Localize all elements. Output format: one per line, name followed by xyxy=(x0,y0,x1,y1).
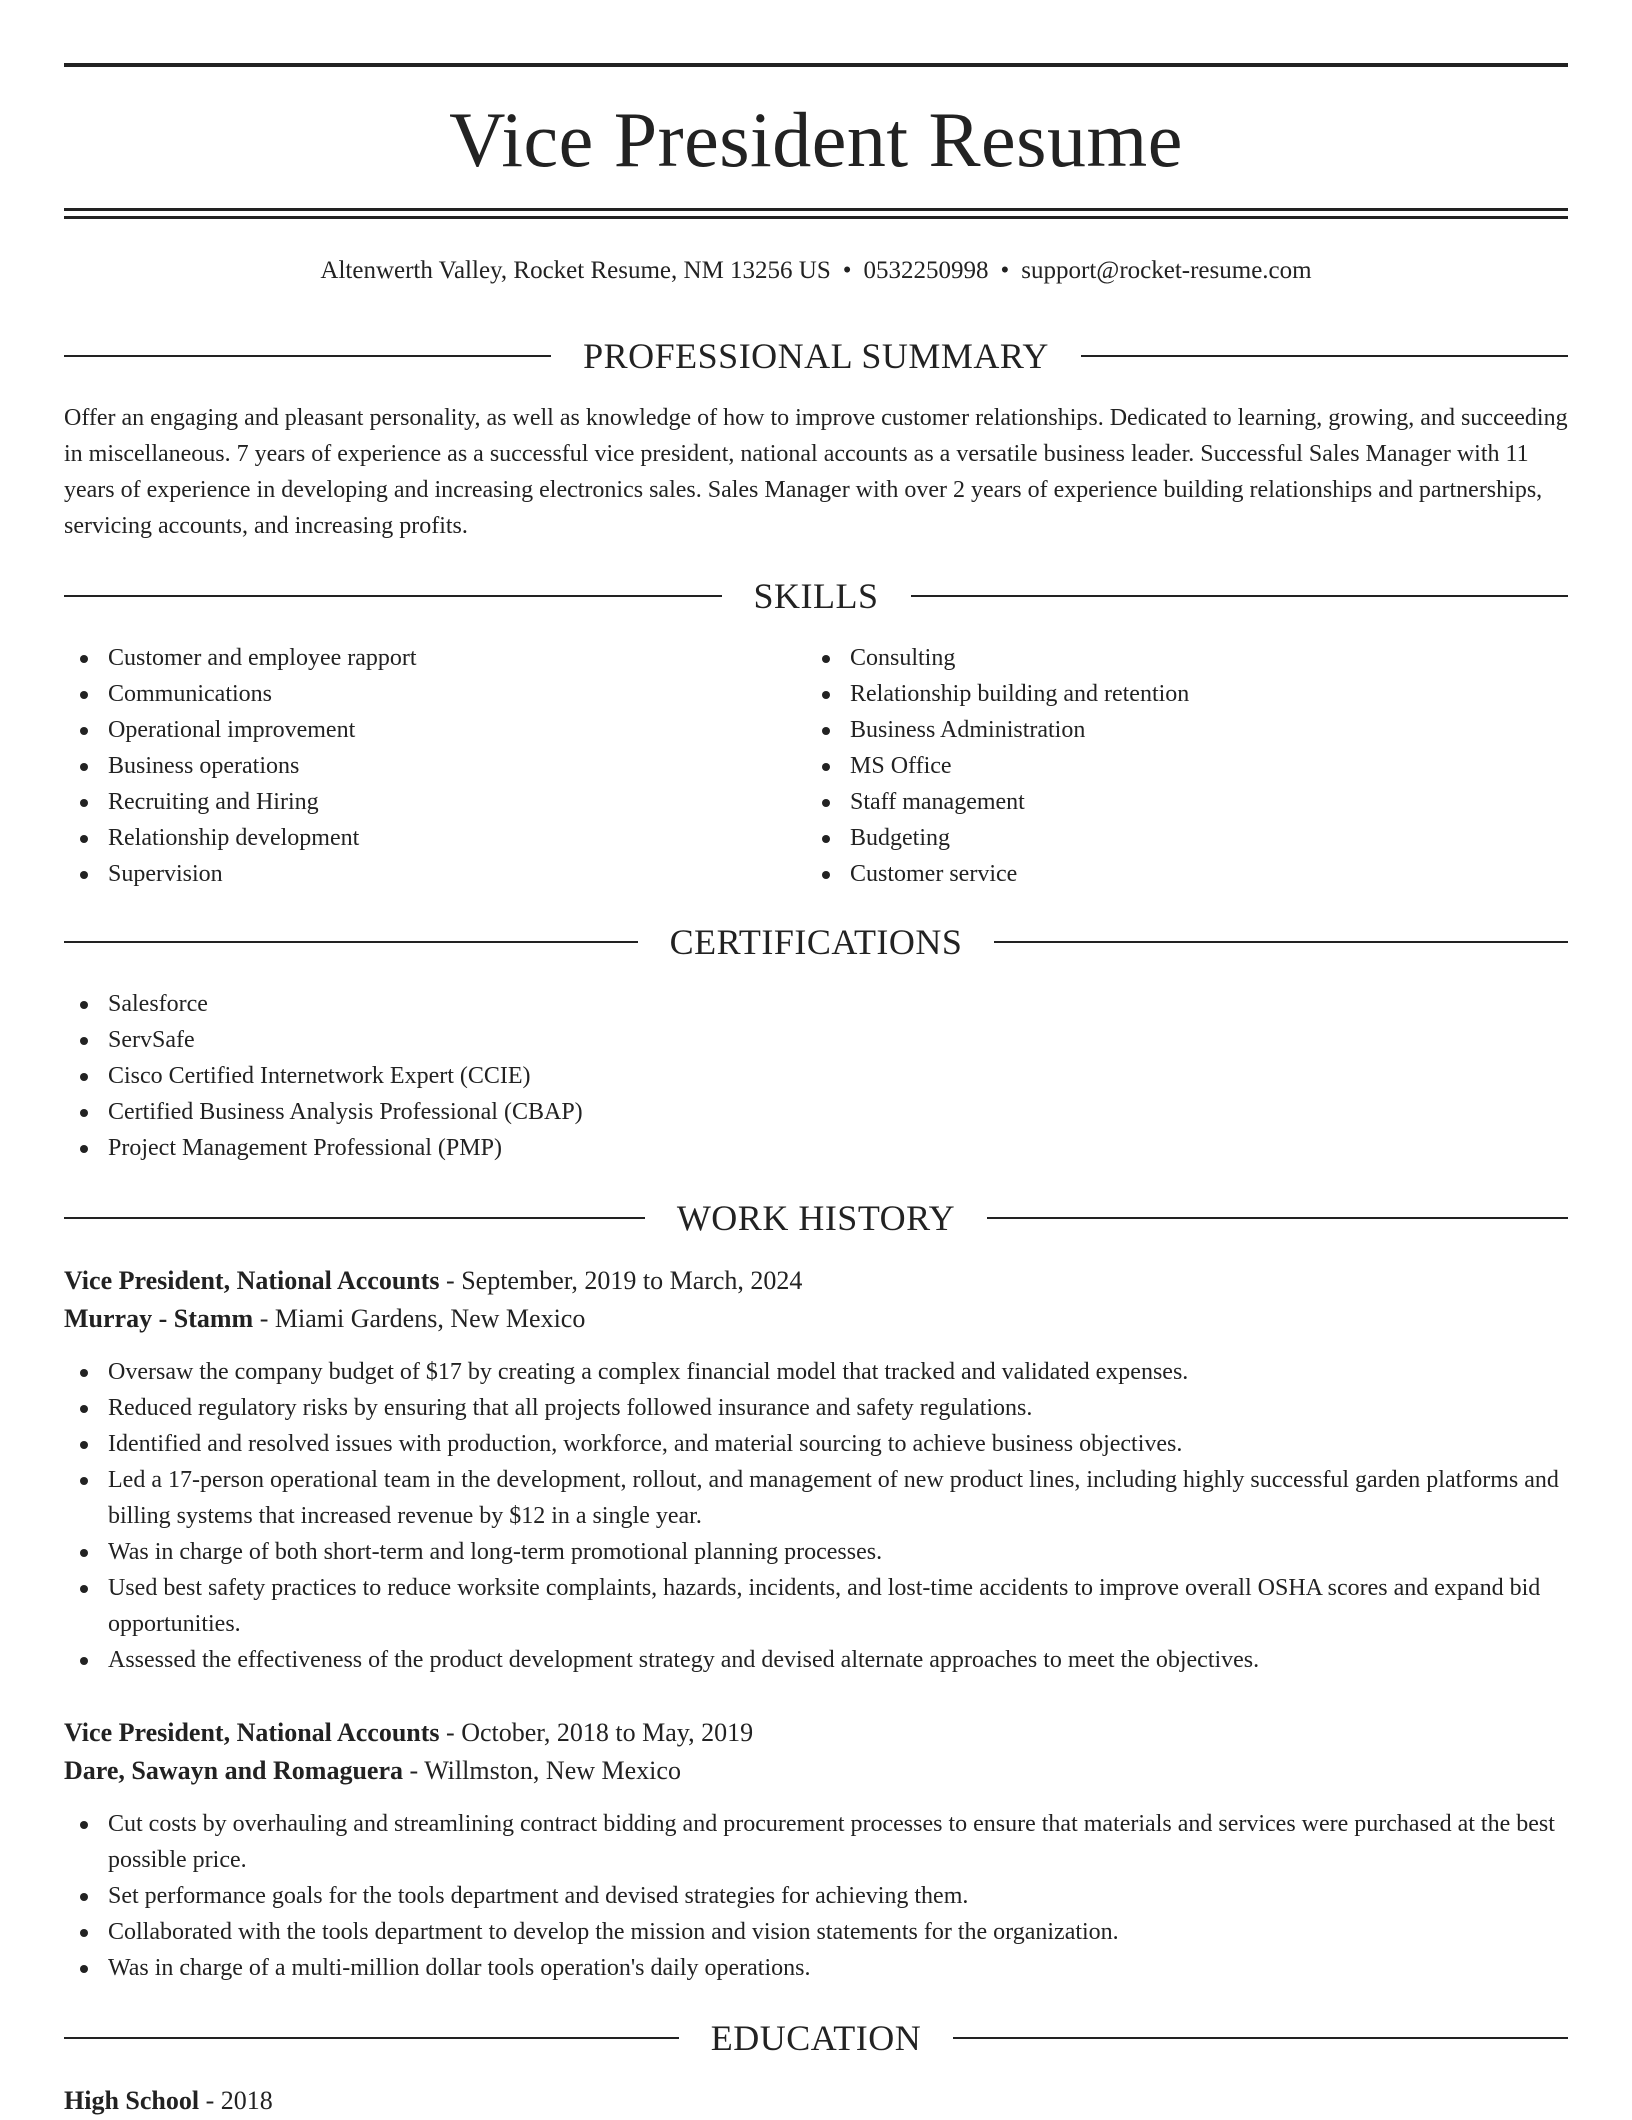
list-item: Led a 17-person operational team in the development, rollout, and management of new product lines, including highly successful garden platforms and billing systems that increased revenue by $12 in a single year. xyxy=(64,1462,1568,1534)
list-item: Used best safety practices to reduce worksite complaints, hazards, incidents, and lost-time accidents to improve overall OSHA scores and expand bid opportunities. xyxy=(64,1570,1568,1642)
section-title: PROFESSIONAL SUMMARY xyxy=(583,336,1049,376)
list-item: Business Administration xyxy=(806,712,1548,748)
list-item: Collaborated with the tools department to develop the mission and vision statements for the organization. xyxy=(64,1914,1568,1950)
job-entry xyxy=(64,1714,1568,1986)
list-item: MS Office xyxy=(806,748,1548,784)
heading-rule xyxy=(994,941,1568,943)
certifications-items xyxy=(64,986,1568,1166)
contact-phone: 0532250998 xyxy=(863,257,989,284)
job-dash: - xyxy=(409,1756,419,1785)
certifications-list xyxy=(64,986,1568,1166)
list-item: Reduced regulatory risks by ensuring that all projects followed insurance and safety regulations. xyxy=(64,1390,1568,1426)
skills-column-right xyxy=(806,640,1548,892)
heading-rule xyxy=(1081,355,1568,357)
title-rule-upper xyxy=(64,208,1568,211)
list-item: Project Management Professional (PMP) xyxy=(64,1130,1568,1166)
page-title: Vice President Resume xyxy=(449,96,1183,183)
job-bullets xyxy=(64,1354,1568,1678)
job-title-line xyxy=(64,1714,1568,1752)
list-item: Oversaw the company budget of $17 by creating a complex financial model that tracked and validated expenses. xyxy=(64,1354,1568,1390)
job-company-line xyxy=(64,1752,1568,1790)
section-title: SKILLS xyxy=(753,576,879,616)
contact-separator: • xyxy=(1000,257,1010,284)
list-item: Set performance goals for the tools department and devised strategies for achieving them. xyxy=(64,1878,1568,1914)
list-item: Customer service xyxy=(806,856,1548,892)
heading-rule xyxy=(64,1217,645,1219)
job-company: Dare, Sawayn and Romaguera xyxy=(64,1756,403,1785)
skills-column-left xyxy=(64,640,806,892)
list-item: Budgeting xyxy=(806,820,1548,856)
list-item: Business operations xyxy=(64,748,806,784)
list-item: Supervision xyxy=(64,856,806,892)
section-title: CERTIFICATIONS xyxy=(669,922,963,962)
skills-right-list xyxy=(806,640,1548,892)
job-dates: September, 2019 to March, 2024 xyxy=(461,1266,803,1295)
certifications-heading xyxy=(64,920,1568,964)
contact-line xyxy=(64,254,1568,288)
job-bullets xyxy=(64,1806,1568,1986)
summary-heading xyxy=(64,334,1568,378)
contact-email: support@rocket-resume.com xyxy=(1021,257,1312,284)
list-item: Recruiting and Hiring xyxy=(64,784,806,820)
top-rule xyxy=(64,63,1568,67)
work-history-heading xyxy=(64,1196,1568,1240)
list-item: Relationship development xyxy=(64,820,806,856)
job-company-line xyxy=(64,1300,1568,1338)
section-title: WORK HISTORY xyxy=(676,1198,956,1238)
contact-address: Altenwerth Valley, Rocket Resume, NM 13256 US xyxy=(320,257,831,284)
heading-rule xyxy=(953,2037,1568,2039)
job-location: Willmston, New Mexico xyxy=(424,1756,681,1785)
title-rule-lower xyxy=(64,216,1568,219)
section-title: EDUCATION xyxy=(710,2018,922,2058)
education-entry xyxy=(64,2082,1568,2120)
list-item: Customer and employee rapport xyxy=(64,640,806,676)
list-item: Operational improvement xyxy=(64,712,806,748)
education-heading xyxy=(64,2016,1568,2060)
job-title: Vice President, National Accounts xyxy=(64,1718,440,1747)
heading-rule xyxy=(911,595,1569,597)
job-location: Miami Gardens, New Mexico xyxy=(274,1304,586,1333)
list-item: Relationship building and retention xyxy=(806,676,1548,712)
list-item: Cut costs by overhauling and streamlining contract bidding and procurement processes to ensure that materials and services were purchased at the best possible price. xyxy=(64,1806,1568,1878)
heading-rule xyxy=(64,2037,679,2039)
heading-rule xyxy=(987,1217,1568,1219)
skills-left-list xyxy=(64,640,806,892)
list-item: ServSafe xyxy=(64,1022,1568,1058)
job-entry xyxy=(64,1262,1568,1678)
heading-rule xyxy=(64,595,722,597)
job-dates: October, 2018 to May, 2019 xyxy=(461,1718,754,1747)
skills-heading xyxy=(64,574,1568,618)
job-dash: - xyxy=(446,1266,455,1295)
education-dash: - xyxy=(205,2086,215,2115)
heading-rule xyxy=(64,355,551,357)
list-item: Assessed the effectiveness of the product development strategy and devised alternate approaches to meet the objectives. xyxy=(64,1642,1568,1678)
job-dash: - xyxy=(446,1718,455,1747)
list-item: Cisco Certified Internetwork Expert (CCIE) xyxy=(64,1058,1568,1094)
contact-separator: • xyxy=(842,257,852,284)
job-title: Vice President, National Accounts xyxy=(64,1266,440,1295)
list-item: Communications xyxy=(64,676,806,712)
job-company: Murray - Stamm xyxy=(64,1304,254,1333)
list-item: Certified Business Analysis Professional (CBAP) xyxy=(64,1094,1568,1130)
education-degree: High School xyxy=(64,2086,200,2115)
list-item: Staff management xyxy=(806,784,1548,820)
job-dash: - xyxy=(259,1304,269,1333)
list-item: Identified and resolved issues with production, workforce, and material sourcing to achieve business objectives. xyxy=(64,1426,1568,1462)
summary-text: Offer an engaging and pleasant personality, as well as knowledge of how to improve customer relationships. Dedicated to learning, growing, and succeeding in miscellaneous. 7 years of experience as a successful vice president, national accounts as a versatile business leader. Successful Sales Manager with 11 years of experience in developing and increasing electronics sales. Sales Manager with over 2 years of experience building relationships and partnerships, servicing accounts, and increasing profits. xyxy=(64,405,1568,539)
skills-list xyxy=(64,640,1568,892)
list-item: Was in charge of both short-term and long-term promotional planning processes. xyxy=(64,1534,1568,1570)
list-item: Salesforce xyxy=(64,986,1568,1022)
heading-rule xyxy=(64,941,638,943)
job-title-line xyxy=(64,1262,1568,1300)
list-item: Was in charge of a multi-million dollar tools operation's daily operations. xyxy=(64,1950,1568,1986)
list-item: Consulting xyxy=(806,640,1548,676)
education-year: 2018 xyxy=(220,2086,273,2115)
